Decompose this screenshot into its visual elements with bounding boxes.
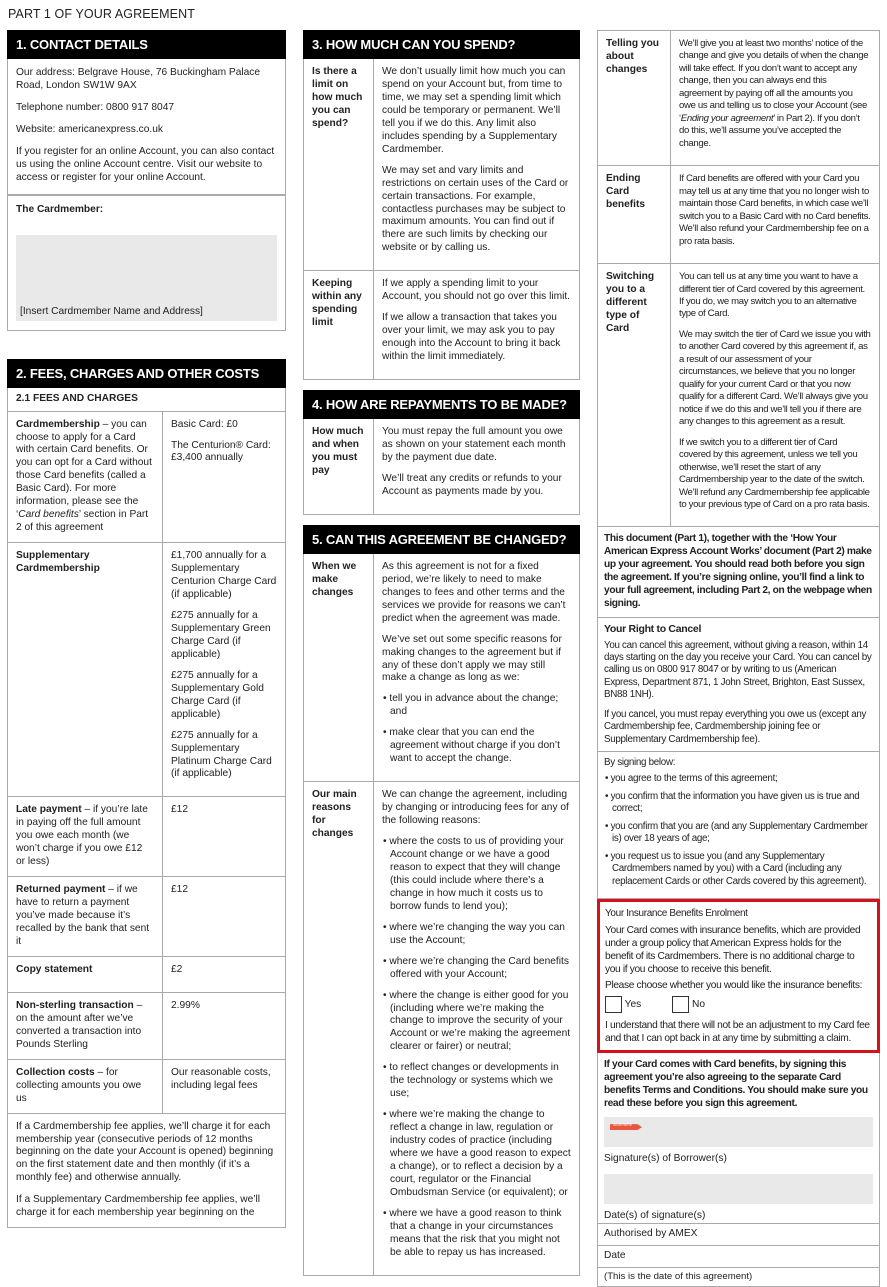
repay-header: 4. HOW ARE REPAYMENTS TO BE MADE? bbox=[303, 390, 580, 419]
insurance-enrolment-box bbox=[597, 899, 880, 1053]
fee-amounts bbox=[163, 412, 285, 543]
insurance-yes-label: Yes bbox=[624, 999, 642, 1011]
changes-info-content bbox=[671, 31, 879, 165]
changes-info-para: You can tell us at any time you want to have a different tier of Card covered by this agreement. If you do, we may switch you to an alternative type of Card. bbox=[679, 271, 865, 320]
list-item: • you agree to the terms of this agreement; bbox=[604, 773, 873, 785]
list-item: • you confirm that the information you have given us is true and correct; bbox=[604, 791, 873, 816]
changes-info-table bbox=[597, 30, 880, 527]
fee-detail-italic: Card benefits bbox=[18, 509, 79, 521]
list-item: • where we’re making the change to reflect a change in law, regulation or industry codes of practice (including where we have a good reason to expect a change), or to reflect a decision by a court, regulator or the Financial Ombudsman Service (or equivalent); or bbox=[382, 1109, 571, 1200]
cardmember-placeholder: [Insert Cardmember Name and Address] bbox=[20, 305, 203, 317]
fee-name: Cardmembership bbox=[16, 418, 100, 430]
fees-note-1: If a Cardmembership fee applies, we’ll charge it for each membership year (consecutive periods of 12 months beginning on the date your Account is opened) beginning on the first statement date and then monthly (if it’s a monthly fee) and otherwise annually. bbox=[16, 1120, 274, 1184]
fee-amounts bbox=[163, 1060, 285, 1113]
text-italic: Ending your agreement bbox=[680, 112, 774, 124]
change-reasons-content bbox=[374, 782, 579, 1275]
fee-row bbox=[8, 956, 285, 992]
list-item: • make clear that you can end the agreement without charge if you don’t want to accept the change. bbox=[382, 727, 571, 766]
changes-info-row bbox=[598, 263, 879, 526]
fee-description bbox=[8, 1060, 163, 1113]
fee-name: Copy statement bbox=[16, 963, 93, 975]
document-note-box bbox=[597, 527, 880, 618]
change-when-list bbox=[382, 693, 571, 766]
change-when-para-2: We’ve set out some specific reasons for making changes to the agreement but if any of these don’t apply we may still make a change as long as we: bbox=[382, 633, 562, 684]
sign-box bbox=[597, 1053, 880, 1224]
document-note: This document (Part 1), together with the ‘How Your American Express Account Works’ document (Part 2) make up your agreement. You should read both before you sign the agreement. If you’re signing online, you’ll find a link to your full agreement, including Part 2, on the webpage when signing. bbox=[604, 533, 872, 610]
change-when-label: When we make changes bbox=[304, 554, 374, 781]
changes-info-content bbox=[671, 264, 879, 526]
changes-info-row bbox=[598, 165, 879, 263]
fee-description bbox=[8, 877, 163, 956]
repay-content bbox=[374, 419, 579, 514]
list-item: • where the costs to us of providing your Account change or we have a good reason to expect that they will change (this could include where there’s a change in how much it costs us to borrow funds to lend you); bbox=[382, 836, 571, 914]
fee-description bbox=[8, 543, 163, 796]
fee-amount: Our reasonable costs, including legal fees bbox=[171, 1066, 271, 1091]
column-2 bbox=[303, 30, 580, 1276]
insurance-yes-checkbox[interactable] bbox=[605, 996, 622, 1013]
fee-description bbox=[8, 993, 163, 1059]
insurance-no-label: No bbox=[691, 999, 705, 1011]
insurance-no-checkbox[interactable] bbox=[672, 996, 689, 1013]
fee-amount: The Centurion® Card: £3,400 annually bbox=[171, 439, 271, 464]
repay-row bbox=[304, 419, 579, 514]
signing-intro: By signing below: bbox=[604, 757, 676, 769]
changes-info-para: If Card benefits are offered with your Card you may tell us at any time that you no longer wish to maintain those Card benefits, in which case we’ll switch you to a Basic Card with no Card benefits. We’ll also refund your Cardmembership fee on a pro rata basis. bbox=[679, 173, 871, 247]
contact-header: 1. CONTACT DETAILS bbox=[7, 30, 286, 59]
fee-description bbox=[8, 797, 163, 876]
fee-detail-tail: ’ section in Part 2 of this agreement bbox=[16, 509, 149, 534]
fee-row bbox=[8, 542, 285, 796]
fee-row bbox=[8, 412, 285, 543]
changes-info-label: Switching you to a different type of Card bbox=[598, 264, 671, 526]
change-when-content bbox=[374, 554, 579, 781]
list-item: • where the change is either good for you (including where we’re making the change to improve the security of your Account or we’re making the agreement clearer or fairer) or neutral; bbox=[382, 990, 571, 1055]
fee-name: Returned payment bbox=[16, 884, 106, 896]
fees-table bbox=[7, 388, 286, 1229]
spend-para: If we allow a transaction that takes you over your limit, we may ask you to pay enough into the Account to bring it back within the limit immediately. bbox=[382, 312, 561, 363]
cardmember-label: The Cardmember: bbox=[16, 203, 104, 215]
fee-row bbox=[8, 992, 285, 1059]
right-to-cancel-title: Your Right to Cancel bbox=[604, 623, 702, 636]
repay-para: We’ll treat any credits or refunds to your Account as payments made by you. bbox=[382, 472, 562, 497]
fee-amount: £12 bbox=[171, 804, 188, 816]
list-item: • where we’re changing the way you can use the Account; bbox=[382, 922, 571, 948]
change-reasons-list bbox=[382, 836, 571, 1260]
fee-amount: £275 annually for a Supplementary Platinum Charge Card (if applicable) bbox=[171, 729, 272, 780]
spend-para: We may set and vary limits and restrictions on certain uses of the Card or certain transactions. For example, contactless purchases may be subject to maximum amounts. You can find out if there are such limits by checking our website or by calling us. bbox=[382, 164, 569, 254]
right-to-cancel-p1: You can cancel this agreement, without giving a reason, within 14 days starting on the day you receive your Card. You can cancel by calling us on 0800 917 8047 or by writing to us (American Express, Department 871, 1 John Street, Brighton, East Sussex, BN88 1NH). bbox=[604, 639, 872, 701]
insurance-p2: Please choose whether you would like the insurance benefits: bbox=[605, 980, 863, 992]
spend-para: If we apply a spending limit to your Account, you should not go over this limit. bbox=[382, 278, 571, 303]
part-title: PART 1 OF YOUR AGREEMENT bbox=[8, 7, 195, 21]
fee-name: Collection costs bbox=[16, 1066, 95, 1078]
fee-amounts bbox=[163, 993, 285, 1059]
spend-header: 3. HOW MUCH CAN YOU SPEND? bbox=[303, 30, 580, 59]
right-to-cancel-p2: If you cancel, you must repay everything you owe us (except any Cardmembership fee, Cardmembership joining fee or Supplementary Cardmembership fee). bbox=[604, 708, 867, 745]
column-1 bbox=[7, 30, 286, 1228]
list-item: • you request us to issue you (and any Supplementary Cardmembers named by you) with a Card (including any replacement Cards or other Cards covered by this agreement). bbox=[604, 851, 873, 888]
fee-amounts bbox=[163, 877, 285, 956]
column-3 bbox=[597, 30, 880, 1287]
date-note: (This is the date of this agreement) bbox=[604, 1270, 753, 1282]
spend-row bbox=[304, 59, 579, 270]
text-segment: We’ll give you at least two months’ notice of the change and give you details of when the change will take effect. If you don’t want to accept any change, then you can always end this agreement by paying off all the amounts you owe us and telling us to close your Account (see ‘ bbox=[679, 38, 869, 124]
fee-detail: – if we have to return a payment you’ve made because it’s recalled by the bank that sent it bbox=[16, 884, 150, 947]
cardmember-section bbox=[7, 195, 286, 331]
list-item: • tell you in advance about the change; and bbox=[382, 693, 571, 719]
insurance-p3: I understand that there will not be an adjustment to my Card fee and that I can opt back in at any time by submitting a claim. bbox=[605, 1020, 870, 1045]
fee-detail: – you can choose to apply for a Card with certain Card benefits. Or you can opt for a Card without those Card benefits (called a Basic Card). For more information, please see the ‘ bbox=[16, 418, 152, 521]
contact-website: Website: americanexpress.co.uk bbox=[16, 123, 164, 135]
signing-box bbox=[597, 752, 880, 899]
insurance-options bbox=[605, 996, 871, 1016]
changes-info-para: If we switch you to a different tier of Card covered by this agreement, unless we tell you otherwise, we’ll reset the start of any Cardmembership year to the date of the switch. We’ll refund any Cardmembership fee applicable to your previous type of Card on a pro rata basis. bbox=[679, 436, 870, 510]
fee-amount: £12 bbox=[171, 884, 188, 896]
insurance-p1: Your Card comes with insurance benefits, which are provided under a group policy that American Express holds for the benefit of its Cardmembers. There is no additional charge to you if you choose to receive this benefit. bbox=[605, 924, 861, 975]
fee-amounts bbox=[163, 543, 285, 796]
text-segment: ’ in Part 2). If you don’t do this, we’ll assume you’ve accepted the change. bbox=[679, 112, 860, 149]
date-of-signature-field[interactable] bbox=[604, 1174, 873, 1204]
benefits-note: If your Card comes with Card benefits, by signing this agreement you’re also agreeing to the separate Card benefits Terms and Conditions. You should make sure you read these before you sign this agreement. bbox=[604, 1059, 868, 1110]
changes-info-row bbox=[598, 31, 879, 165]
spend-content bbox=[374, 271, 579, 379]
list-item: • where we have a good reason to think that a change in your circumstances means that the risk that you might not be able to repay us has increased. bbox=[382, 1208, 571, 1260]
contact-details bbox=[7, 59, 286, 195]
change-when-para-1: As this agreement is not for a fixed period, we’re likely to need to make changes to fees and other terms and the services we provide for reasons we can’t predict when the agreement was made. bbox=[382, 560, 566, 624]
fee-detail: – for collecting amounts you owe us bbox=[16, 1066, 142, 1104]
change-header: 5. CAN THIS AGREEMENT BE CHANGED? bbox=[303, 525, 580, 554]
fee-row bbox=[8, 1059, 285, 1113]
date-box bbox=[597, 1246, 880, 1268]
fee-description bbox=[8, 412, 163, 543]
signature-field[interactable] bbox=[604, 1117, 873, 1147]
fee-amount: £1,700 annually for a Supplementary Centurion Charge Card (if applicable) bbox=[171, 550, 277, 601]
spend-row bbox=[304, 270, 579, 379]
change-reasons-intro: We can change the agreement, including by changing or introducing fees for any of the following reasons: bbox=[382, 789, 569, 827]
list-item: • to reflect changes or developments in the technology or systems which we use; bbox=[382, 1062, 571, 1101]
date-note-box bbox=[597, 1268, 880, 1287]
contact-address: Our address: Belgrave House, 76 Buckingham Palace Road, London SW1W 9AX bbox=[16, 67, 261, 91]
repay-label: How much and when you must pay bbox=[304, 419, 374, 514]
fee-name: Late payment bbox=[16, 804, 82, 816]
changes-info-label: Ending Card benefits bbox=[598, 166, 671, 263]
fee-row bbox=[8, 876, 285, 956]
fee-description bbox=[8, 957, 163, 992]
changes-info-para: We may switch the tier of Card we issue you with to another Card covered by this agreement if, as a result of our assessment of your circumstances, we believe that you no longer qualify for your current Card or that you now qualify for a different Card. We’ll always give you notice if we do this and we’ll tell you if there are any changes to this agreement as a result. bbox=[679, 328, 871, 428]
fees-notes bbox=[8, 1113, 285, 1228]
insurance-title: Your Insurance Benefits Enrolment bbox=[605, 907, 748, 919]
change-table bbox=[303, 554, 580, 1276]
fee-amount: 2.99% bbox=[171, 999, 200, 1011]
fee-amount: £275 annually for a Supplementary Green Charge Card (if applicable) bbox=[171, 609, 271, 660]
fee-detail: – on the amount after we’ve converted a transaction into Pounds Sterling bbox=[16, 999, 143, 1050]
changes-info-para bbox=[679, 38, 871, 150]
list-item: • you confirm that you are (and any Supplementary Cardmember is) over 18 years of age; bbox=[604, 821, 873, 846]
cardmember-address-field[interactable] bbox=[16, 235, 277, 321]
list-item: • where we’re changing the Card benefits offered with your Account; bbox=[382, 956, 571, 982]
change-reasons-label: Our main reasons for changes bbox=[304, 782, 374, 1275]
fee-amounts bbox=[163, 957, 285, 992]
spend-para: We don’t usually limit how much you can spend on your Account but, from time to time, we may set a spending limit which could be temporary or permanent. We’ll tell you if we do this. Any limit also includes spending by a Supplementary Cardmember. bbox=[382, 66, 566, 155]
change-row-when bbox=[304, 554, 579, 781]
spend-label: Is there a limit on how much you can spend? bbox=[304, 59, 374, 270]
change-row-reasons bbox=[304, 781, 579, 1275]
fee-amount: £275 annually for a Supplementary Gold Charge Card (if applicable) bbox=[171, 669, 264, 720]
spend-table bbox=[303, 59, 580, 380]
contact-online: If you register for an online Account, you can also contact us using the online Account centre. Visit our website to access or register for your online Account. bbox=[16, 145, 275, 183]
signature-label: Signature(s) of Borrower(s) bbox=[604, 1153, 727, 1165]
fees-rows bbox=[8, 412, 285, 1113]
fee-name: Non-sterling transaction bbox=[16, 999, 134, 1011]
repay-para: You must repay the full amount you owe as shown on your statement each month by the payment due date. bbox=[382, 426, 566, 463]
spend-content bbox=[374, 59, 579, 270]
fee-amounts bbox=[163, 797, 285, 876]
repay-table bbox=[303, 419, 580, 515]
contact-telephone: Telephone number: 0800 917 8047 bbox=[16, 101, 175, 113]
date-of-signature-label: Date(s) of signature(s) bbox=[604, 1210, 706, 1222]
signing-list bbox=[604, 773, 873, 888]
authorised-box bbox=[597, 1224, 880, 1246]
authorised-label: Authorised by AMEX bbox=[604, 1228, 698, 1240]
fee-amount: Basic Card: £0 bbox=[171, 418, 238, 430]
date-label: Date bbox=[604, 1249, 626, 1261]
sign-here-tag: SIGN HERE bbox=[613, 1123, 633, 1128]
fees-note-2: If a Supplementary Cardmembership fee applies, we’ll charge it for each membership year beginning on the bbox=[16, 1194, 261, 1219]
fees-header: 2. FEES, CHARGES AND OTHER COSTS bbox=[7, 359, 286, 388]
right-to-cancel-box bbox=[597, 618, 880, 752]
changes-info-content bbox=[671, 166, 879, 263]
spend-label: Keeping within any spending limit bbox=[304, 271, 374, 379]
fee-amount: £2 bbox=[171, 963, 183, 975]
fee-detail: – if you’re late in paying off the full amount you owe each month (we won’t charge if you owe £12 or less) bbox=[16, 804, 148, 868]
changes-info-label: Telling you about changes bbox=[598, 31, 671, 165]
fee-row bbox=[8, 796, 285, 876]
fees-subheader: 2.1 FEES AND CHARGES bbox=[8, 388, 285, 412]
fee-name: Supplementary Cardmembership bbox=[16, 550, 100, 575]
